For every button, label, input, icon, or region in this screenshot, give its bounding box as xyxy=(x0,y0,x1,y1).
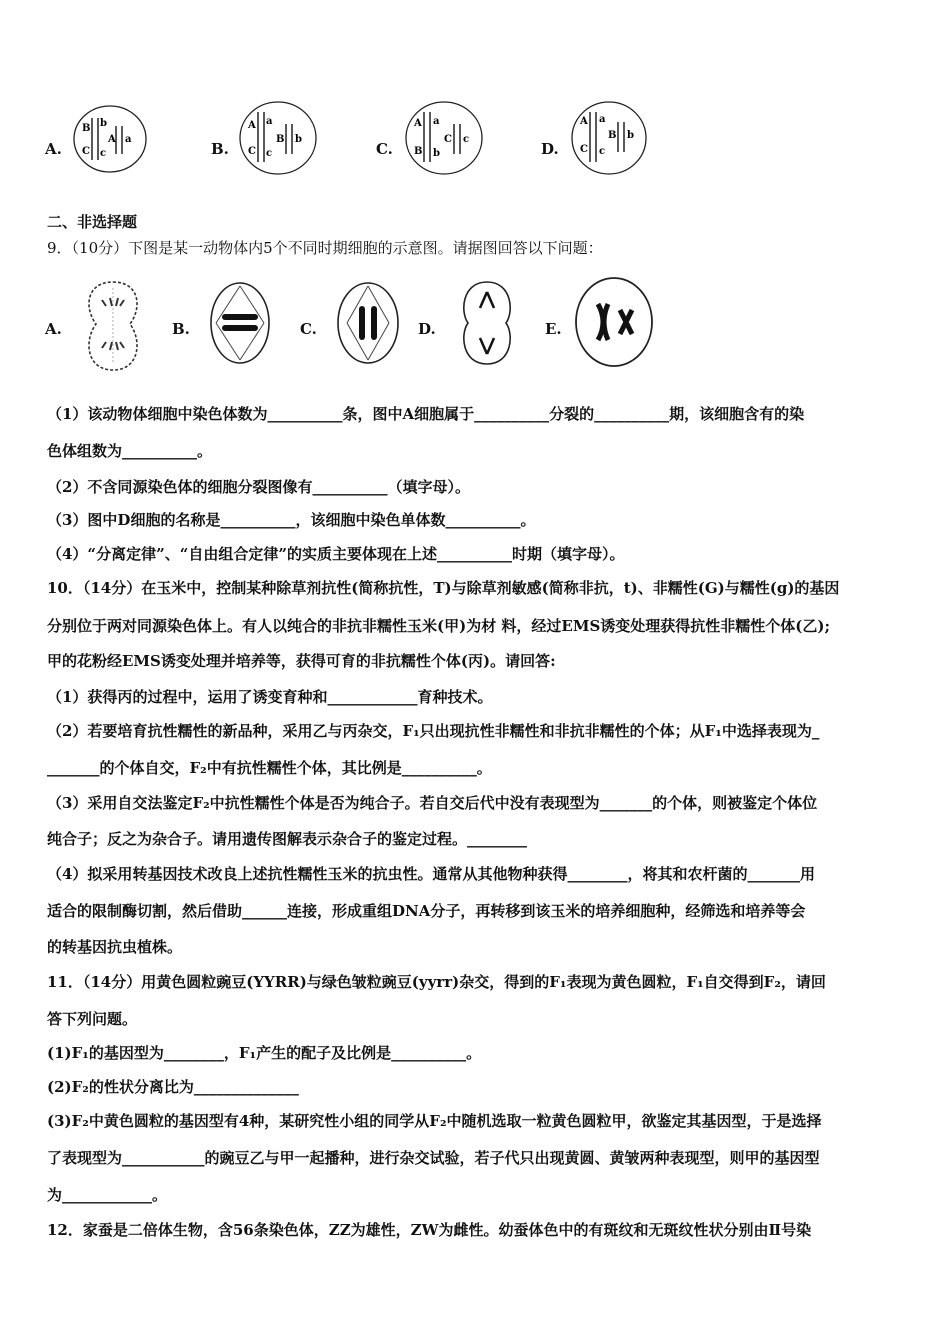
q9-stem: 9．（10分）下图是某一动物体内5个不同时期细胞的示意图。请据图回答以下问题： xyxy=(47,239,603,257)
option-b-cell-diagram xyxy=(238,100,318,176)
option-b-label: B. xyxy=(211,140,229,158)
q10-line-11: 的转基因抗虫植株。 xyxy=(47,938,183,956)
q10-line-2: 分别位于两对同源染色体上。有人以纯合的非抗非糯性玉米(甲)为材 料，经过EMS诱变处理获得抗性非糯性个体(乙); xyxy=(47,617,831,635)
gene-label: a xyxy=(599,114,606,125)
q9-fig-d-label: D. xyxy=(418,320,436,338)
q12-line-1: 12．家蚕是二倍体生物，含56条染色体，ZZ为雄性，ZW为雌性。幼蚕体色中的有斑纹和无斑纹性状分别由Ⅱ号染 xyxy=(47,1221,812,1239)
q9-cell-d-diagram xyxy=(456,278,518,368)
q10-line-7: （3）采用自交法鉴定F₂中抗性糯性个体是否为纯合子。若自交后代中没有表现型为_______的个体，则被鉴定个体位 xyxy=(47,794,818,812)
gene-label: b xyxy=(433,148,440,159)
option-c-cell-diagram xyxy=(404,100,484,176)
gene-label: C xyxy=(444,134,452,145)
q9-cell-a-diagram xyxy=(80,278,146,374)
gene-label: a xyxy=(266,116,273,127)
q11-line-1: 11．（14分）用黄色圆粒豌豆(YYRR)与绿色皱粒豌豆(yyrr)杂交，得到的F₁表现为黄色圆粒，F₁自交得到F₂，请回 xyxy=(47,973,826,991)
q9-part-1b: 色体组数为__________。 xyxy=(47,442,213,460)
q9-fig-c-label: C. xyxy=(300,320,317,338)
q9-part-1a: （1）该动物体细胞中染色体数为__________条，图中A细胞属于__________分裂的__________期，该细胞含有的染 xyxy=(47,405,805,423)
q10-line-4: （1）获得丙的过程中，运用了诱变育种和____________育种技术。 xyxy=(47,688,493,706)
gene-label: A xyxy=(108,134,116,145)
option-d-label: D. xyxy=(541,140,559,158)
option-a-cell-diagram xyxy=(72,104,148,174)
gene-label: C xyxy=(248,146,256,157)
gene-label: a xyxy=(433,116,440,127)
q10-line-6: _______的个体自交，F₂中有抗性糯性个体，其比例是__________。 xyxy=(47,759,492,777)
q11-line-5: (3)F₂中黄色圆粒的基因型有4种，某研究性小组的同学从F₂中随机选取一粒黄色圆粒甲，欲鉴定其基因型，于是选择 xyxy=(47,1112,822,1130)
q10-line-5: （2）若要培育抗性糯性的新品种，采用乙与丙杂交，F₁只出现抗性非糯性和非抗非糯性的个体；从F₁中选择表现为_ xyxy=(47,722,820,740)
q9-part-4: （4）“分离定律”、“自由组合定律”的实质主要体现在上述__________时期（填字母）。 xyxy=(47,545,625,563)
q11-line-7: 为____________。 xyxy=(47,1186,168,1204)
option-c-label: C. xyxy=(376,140,393,158)
gene-label: c xyxy=(100,148,107,159)
q9-cell-e-diagram xyxy=(574,276,658,368)
gene-label: B xyxy=(82,123,91,134)
gene-label: B xyxy=(276,134,285,145)
gene-label: c xyxy=(266,148,273,159)
gene-label: A xyxy=(580,116,588,127)
q9-cell-c-diagram xyxy=(335,280,401,366)
q9-part-3: （3）图中D细胞的名称是__________，该细胞中染色单体数__________。 xyxy=(47,511,536,529)
q10-line-9: （4）拟采用转基因技术改良上述抗性糯性玉米的抗虫性。通常从其他物种获得________，将其和农杆菌的_______用 xyxy=(47,865,815,883)
gene-label: B xyxy=(608,130,617,141)
gene-label: C xyxy=(82,146,90,157)
gene-label: A xyxy=(414,118,422,129)
q11-line-3: (1)F₁的基因型为________，F₁产生的配子及比例是__________。 xyxy=(47,1044,482,1062)
q10-line-3: 甲的花粉经EMS诱变处理并培养等，获得可育的非抗糯性个体(丙)。请回答: xyxy=(47,652,556,670)
gene-label: a xyxy=(125,134,132,145)
q11-line-6: 了表现型为___________的豌豆乙与甲一起播种，进行杂交试验，若子代只出现黄圆、黄皱两种表现型，则甲的基因型 xyxy=(47,1149,820,1167)
q9-fig-b-label: B. xyxy=(172,320,190,338)
q9-fig-e-label: E. xyxy=(545,320,562,338)
gene-label: A xyxy=(248,120,256,131)
gene-label: b xyxy=(100,118,107,129)
q11-line-2: 答下列问题。 xyxy=(47,1010,138,1028)
q9-fig-a-label: A. xyxy=(45,320,62,338)
gene-label: c xyxy=(463,134,470,145)
gene-label: c xyxy=(599,146,606,157)
section-title: 二、非选择题 xyxy=(47,213,138,231)
gene-label: b xyxy=(627,130,634,141)
option-d-cell-diagram xyxy=(570,100,648,176)
option-a-label: A. xyxy=(45,140,62,158)
q9-cell-b-diagram xyxy=(208,280,272,366)
gene-label: C xyxy=(580,144,588,155)
q10-line-1: 10．（14分）在玉米中，控制某种除草剂抗性(简称抗性，T)与除草剂敏感(简称非抗，t)、非糯性(G)与糯性(g)的基因 xyxy=(47,579,840,597)
q10-line-10: 适合的限制酶切割，然后借助______连接，形成重组DNA分子，再转移到该玉米的培养细胞种，经筛选和培养等会 xyxy=(47,902,806,920)
q10-line-8: 纯合子；反之为杂合子。请用遗传图解表示杂合子的鉴定过程。________ xyxy=(47,830,528,848)
q9-part-2: （2）不含同源染色体的细胞分裂图像有__________（填字母）。 xyxy=(47,478,470,496)
q11-line-4: (2)F₂的性状分离比为______________ xyxy=(47,1078,299,1096)
gene-label: B xyxy=(414,146,423,157)
gene-label: b xyxy=(295,134,302,145)
